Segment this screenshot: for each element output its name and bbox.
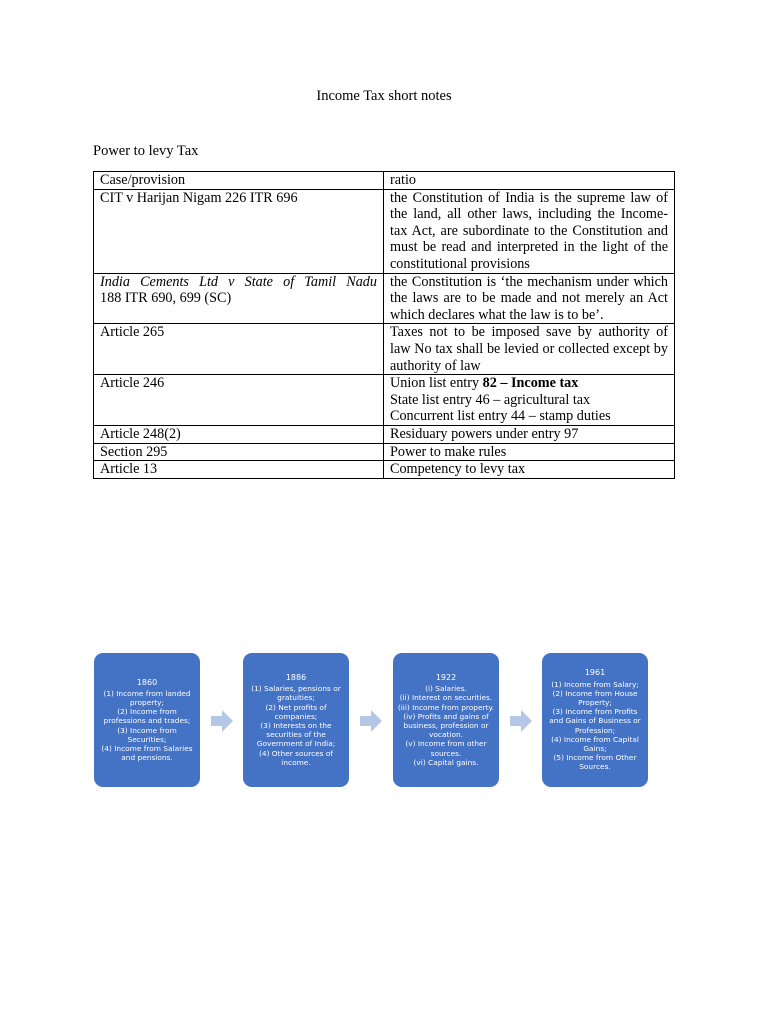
timeline-item: (v) Income from other sources.	[405, 739, 487, 758]
ratio-line-prefix: Union list entry	[390, 375, 483, 392]
case-cell: Article 248(2)	[94, 425, 384, 443]
timeline-item: (1) Income from Salary;	[551, 679, 639, 689]
table-row	[94, 189, 675, 273]
timeline-item: (i) Salaries.	[425, 684, 467, 694]
ratio-line: Concurrent list entry 44 – stamp duties	[390, 408, 611, 425]
ratio-cell: Competency to levy tax	[384, 461, 675, 479]
timeline-year: 1922	[435, 672, 457, 682]
document-title: Income Tax short notes	[316, 88, 452, 104]
timeline-item: (iii) Income from property.	[397, 702, 495, 712]
timeline-item: (2) Income from House Property;	[552, 688, 638, 707]
ratio-line	[390, 375, 668, 392]
timeline-year: 1886	[285, 672, 307, 682]
timeline-item: (1) Salaries, pensions or gratuities;	[251, 684, 341, 703]
timeline-item: (2) Income from professions and trades;	[103, 707, 191, 726]
timeline-item: (3) Income from Securities;	[117, 725, 177, 744]
case-cell	[94, 273, 384, 324]
case-cell: Section 295	[94, 443, 384, 461]
timeline-box-1961	[542, 653, 648, 787]
timeline-box-1886	[243, 653, 349, 787]
ratio-cell: Residuary powers under entry 97	[384, 425, 675, 443]
timeline-item: (2) Net profits of companies;	[265, 702, 327, 721]
timeline-item: (4) Income from Capital Gains;	[551, 734, 639, 753]
table-row	[94, 273, 675, 324]
table-header-row	[94, 172, 675, 190]
timeline-item: (iv) Profits and gains of business, profession or vocation.	[403, 711, 489, 740]
timeline-box-1860	[94, 653, 200, 787]
timeline-item: (3) Income from Profits and Gains of Business or Profession;	[549, 707, 641, 735]
right-arrow-icon	[360, 710, 382, 732]
income-heads-timeline	[0, 653, 768, 789]
ratio-cell: Power to make rules	[384, 443, 675, 461]
table-row	[94, 461, 675, 479]
timeline-item: (5) Income from Other Sources.	[553, 753, 637, 772]
ratio-cell: the Constitution of India is the supreme law of the land, all other laws, including the Income-tax Act, are subordinate to the Constitution and must be read and interpreted in the light of the constitutional provisions	[384, 189, 675, 273]
column-header-case: Case/provision	[94, 172, 384, 190]
timeline-item: (4) Income from Salaries and pensions.	[101, 744, 193, 763]
timeline-item: (4) Other sources of income.	[258, 748, 334, 767]
ratio-cell	[384, 375, 675, 426]
timeline-year: 1961	[584, 668, 606, 678]
ratio-line-bold: 82 – Income tax	[482, 375, 579, 392]
case-cell: Article 246	[94, 375, 384, 426]
timeline-item: (ii) Interest on securities.	[399, 693, 493, 703]
timeline-year: 1860	[136, 677, 158, 687]
table-row	[94, 324, 675, 375]
table-row	[94, 443, 675, 461]
provisions-table	[93, 171, 675, 479]
case-cell: Article 13	[94, 461, 384, 479]
ratio-cell: Taxes not to be imposed save by authority of law No tax shall be levied or collected except by authority of law	[384, 324, 675, 375]
section-heading: Power to levy Tax	[93, 143, 199, 159]
table-row	[94, 375, 675, 426]
case-cell: Article 265	[94, 324, 384, 375]
timeline-item: (1) Income from landed property;	[103, 688, 191, 707]
right-arrow-icon	[211, 710, 233, 732]
timeline-box-1922	[393, 653, 499, 787]
column-header-ratio: ratio	[384, 172, 675, 190]
timeline-item: (vi) Capital gains.	[413, 757, 479, 767]
case-name-italic: India Cements Ltd v State of Tamil Nadu	[100, 273, 377, 290]
table-row	[94, 425, 675, 443]
right-arrow-icon	[510, 710, 532, 732]
case-citation: 188 ITR 690, 699 (SC)	[100, 290, 232, 307]
case-cell: CIT v Harijan Nigam 226 ITR 696	[94, 189, 384, 273]
ratio-cell: the Constitution is ‘the mechanism under which the laws are to be made and not merely an Act which declares what the law is to be’.	[384, 273, 675, 324]
ratio-line: State list entry 46 – agricultural tax	[390, 391, 591, 408]
timeline-item: (3) Interests on the securities of the Government of India;	[256, 721, 336, 749]
